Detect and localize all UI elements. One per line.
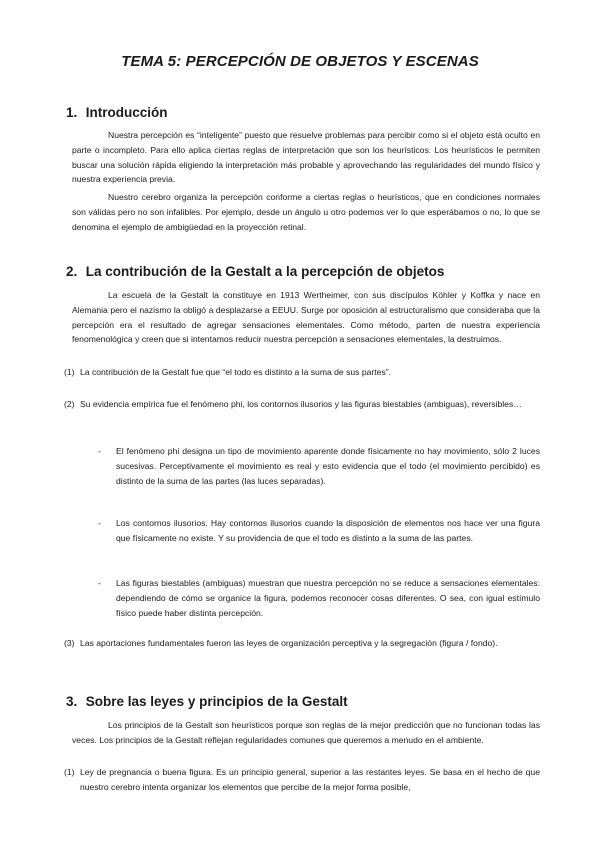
section-2-heading [66, 264, 444, 279]
bullet-marker: - [98, 518, 101, 528]
item-marker: (1) [64, 367, 75, 377]
bullet-text: Los contornos ilusorios. Hay contornos ilusorios cuando la disposición de elementos nos hace ver una figura que físicamente no existe. Y su providencia de que el todo es distinto a la suma de las partes. [116, 518, 540, 543]
section-3-heading [66, 694, 348, 709]
section-2-number: 2. [66, 264, 78, 279]
item-marker: (2) [64, 399, 75, 409]
section-1-paragraph-2: Nuestro cerebro organiza la percepción conforme a ciertas reglas o heurísticos, que en condiciones normales son válidas pero no son infalibles. Por ejemplo, desde un ángulo u otro podemos ver lo que esperábamos o no, lo que se denomina el ejemplo de ambigüedad en la proyección retinal. [72, 192, 540, 232]
section-2-item-1 [64, 365, 540, 380]
item-marker: (3) [64, 638, 75, 648]
section-3-title: Sobre las leyes y principios de la Gestalt [85, 694, 348, 709]
item-text: Las aportaciones fundamentales fueron las leyes de organización perceptiva y la segregación (figura / fondo). [80, 638, 498, 648]
bullet-marker: - [98, 446, 101, 456]
section-2-title: La contribución de la Gestalt a la percepción de objetos [85, 264, 445, 279]
section-3-item-1 [64, 765, 540, 795]
bullet-text: El fenómeno phi designa un tipo de movimiento aparente donde físicamente no hay movimiento, sólo 2 luces sucesivas. Perceptivamente el movimiento es real y esto evidencia que el todo (el movimiento percibido) es distinto de la suma de las partes (las luces separadas). [116, 446, 540, 486]
bullet-marker: - [98, 578, 101, 588]
section-1-title: Introducción [85, 105, 168, 120]
item-text: Ley de pregnancia o buena figura. Es un principio general, superior a las restantes leyes. Se basa en el hecho de que nuestro cerebro intenta organizar los elementos que percibe de la mejor forma posible, [80, 767, 540, 792]
section-1-paragraph-1: Nuestra percepción es “inteligente” puesto que resuelve problemas para percibir como si el objeto está oculto en parte o incompleto. Para ello aplica ciertas reglas de interpretación que son los heurísticos. Los heurísticos le permiten buscar una solución rápida eligiendo la interpretación más probable y aprovechando las regularidades del mundo físico y nuestra experiencia previa. [72, 130, 540, 185]
section-2-item-3 [64, 636, 540, 651]
section-1-number: 1. [66, 105, 78, 120]
section-3-paragraph-1: Los principios de la Gestalt son heurísticos porque son reglas de la mejor predicción que no funcionan todas las veces. Los principios de la Gestalt reflejan regularidades comunes que queremos a menudo en el ambiente. [72, 720, 540, 745]
section-2-bullet-2 [98, 516, 540, 546]
item-text: Su evidencia empírica fue el fenómeno phi, los contornos ilusorios y las figuras biestables (ambiguas), reversibles… [80, 399, 522, 409]
section-2-paragraph-1: La escuela de la Gestalt la constituye en 1913 Wertheimer, con sus discípulos Köhler y Koffka y nace en Alemania pero el nazismo la obligó a desplazarse a EEUU. Surge por oposición al estructuralismo que consideraba que la percepción era el resultado de agregar sensaciones elementales. Como método, parten de nuestra experiencia fenomenológica y creen que si intentamos reducir nuestra percepción a sensaciones elementales, la destruimos. [72, 290, 540, 345]
section-2-bullet-1 [98, 444, 540, 488]
section-2-bullet-3 [98, 576, 540, 620]
item-text: La contribución de la Gestalt fue que “el todo es distinto a la suma de sus partes”. [80, 367, 391, 377]
item-marker: (1) [64, 767, 75, 777]
section-3-number: 3. [66, 694, 78, 709]
section-1-heading [66, 105, 168, 120]
section-2-item-2 [64, 397, 540, 412]
document-title: TEMA 5: PERCEPCIÓN DE OBJETOS Y ESCENAS [121, 53, 479, 70]
bullet-text: Las figuras biestables (ambiguas) muestran que nuestra percepción no se reduce a sensaciones elementales: dependiendo de cómo se organice la figura, podemos reconocer cosas diferentes. O sea, con igual estímulo físico puede haber distinta percepción. [116, 578, 540, 618]
